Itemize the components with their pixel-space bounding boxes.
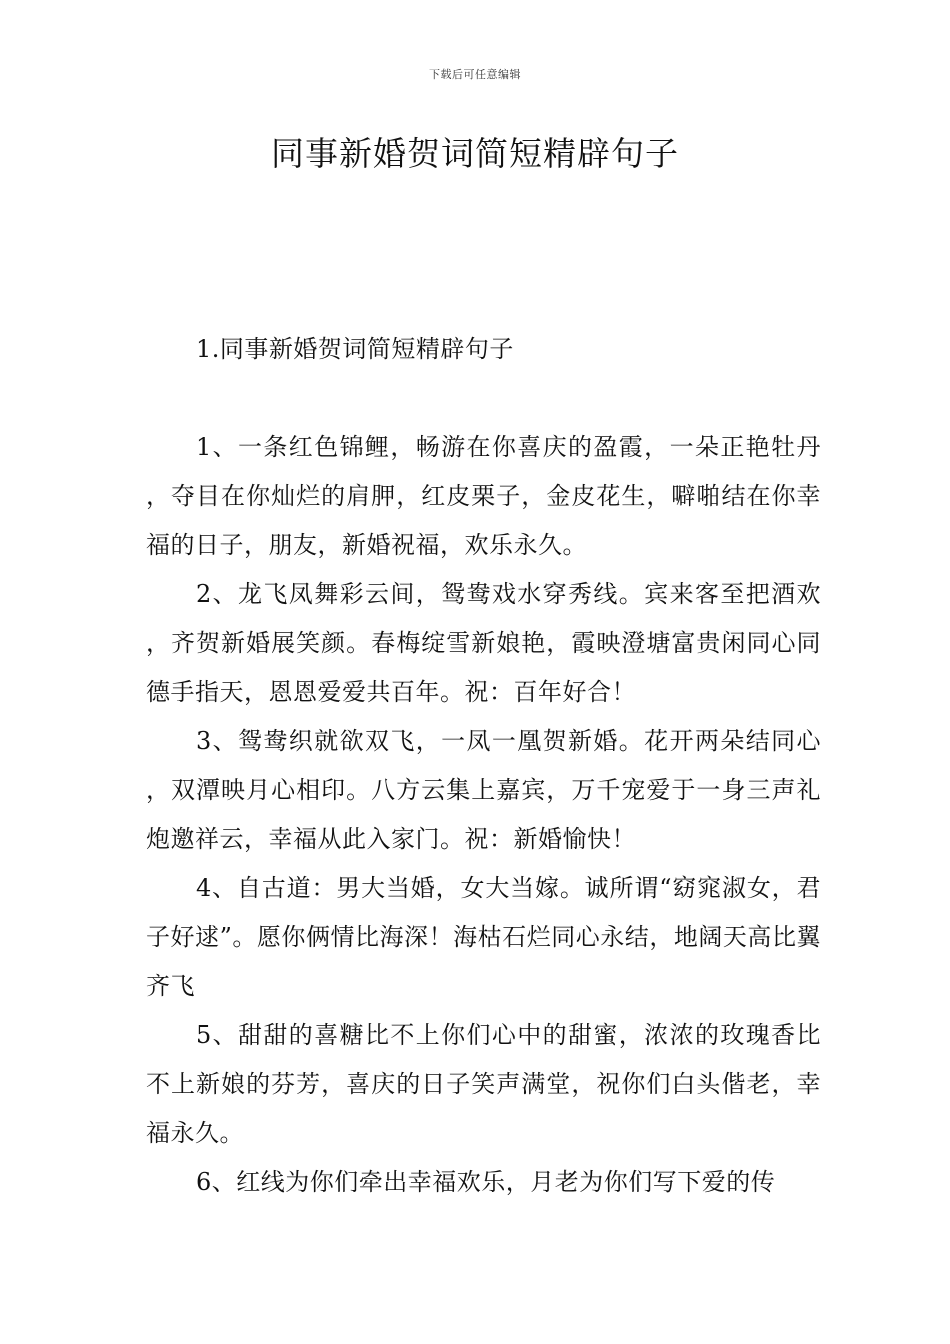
blessing-item-2: 2、龙飞凤舞彩云间，鸳鸯戏水穿秀线。宾来客至把酒欢，齐贺新婚展笑颜。春梅绽雪新娘艳，霞映澄塘富贵闲同心同德手指天，恩恩爱爱共百年。祝：百年好合！ <box>146 580 821 706</box>
blessing-item-4: 4、自古道：男大当婚，女大当嫁。诚所谓“窈窕淑女，君子好逑”。愿你俩情比海深！海枯石烂同心永结，地阔天高比翼齐飞 <box>146 874 821 1000</box>
blessing-item-6: 6、红线为你们牵出幸福欢乐，月老为你们写下爱的传 <box>196 1168 776 1196</box>
blessing-item-5: 5、甜甜的喜糖比不上你们心中的甜蜜，浓浓的玫瑰香比不上新娘的芬芳，喜庆的日子笑声满堂，祝你们白头偕老，幸福永久。 <box>146 1021 821 1147</box>
document-body <box>146 325 821 1207</box>
section-heading: 1.同事新婚贺词简短精辟句子 <box>196 335 514 363</box>
blessing-item-1: 1、一条红色锦鲤，畅游在你喜庆的盈霞，一朵正艳牡丹，夺目在你灿烂的肩胛，红皮栗子，金皮花生，噼啪结在你幸福的日子，朋友，新婚祝福，欢乐永久。 <box>146 433 821 559</box>
blessing-item-3: 3、鸳鸯织就欲双飞，一凤一凰贺新婚。花开两朵结同心，双潭映月心相印。八方云集上嘉宾，万千宠爱于一身三声礼炮邀祥云，幸福从此入家门。祝：新婚愉快！ <box>146 727 821 853</box>
header-note: 下载后可任意编辑 <box>429 68 521 81</box>
blank-line <box>146 374 821 423</box>
page-title: 同事新婚贺词简短精辟句子 <box>271 134 679 173</box>
